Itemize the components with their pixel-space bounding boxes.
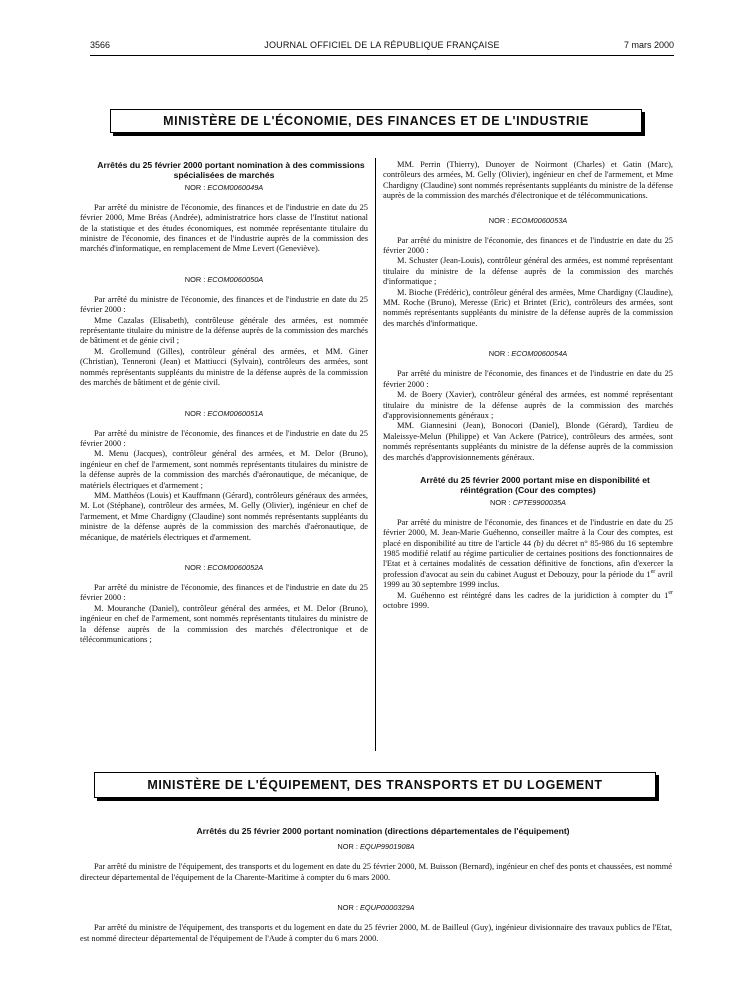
nor-reference: NOR : ECOM0060053A [488, 215, 568, 225]
paragraph: M. Guéhenno est réintégré dans les cadres de la juridiction à compter du 1er octobre 1999. [383, 589, 673, 610]
nor-reference: NOR : EQUP0000329A [337, 903, 415, 913]
nor-reference: NOR : ECOM0060054A [488, 349, 568, 359]
paragraph: Par arrêté du ministre de l'économie, des finances et de l'industrie en date du 25 février 2000 : [383, 235, 673, 256]
paragraph: Mme Cazalas (Elisabeth), contrôleuse générale des armées, est nommée représentante titulaire du ministre de la défense auprès de la commission des marchés de bâtiment et de génie civil ; [80, 315, 368, 346]
section-title: Arrêtés du 25 février 2000 portant nomination (directions départementales de l'équipement) [196, 826, 570, 836]
paragraph: Par arrêté du ministre de l'économie, des finances et de l'industrie en date du 25 février 2000 : [80, 582, 368, 603]
paragraph: M. Grollemund (Gilles), contrôleur général des armées, et MM. Giner (Christian), Tenneroni (Jean) et Mattiucci (Sylvain), contrôleurs des armées, sont nommés représentants suppléants du ministre de la défense auprès de la commission des marchés de bâtiment et de génie civil. [80, 346, 368, 388]
paragraph: Par arrêté du ministre de l'équipement, des transports et du logement en date du 25 février 2000, M. de Bailleul (Guy), ingénieur divisionnaire des travaux publics de l'Etat, est nommé directeur départemental de l'équipement de l'Aude à compter du 6 mars 2000. [80, 923, 672, 943]
paragraph: M. Bioche (Frédéric), contrôleur général des armées, Mme Chardigny (Claudine), MM. Roche (Bruno), Meresse (Eric) et Brintet (Eric), contrôleurs des armées, sont nommés représentants suppléants du ministre de la défense auprès de la commission des marchés d'informatique. [383, 287, 673, 328]
paragraph: MM. Perrin (Thierry), Dunoyer de Noirmont (Charles) et Gatin (Marc), contrôleurs des armées, M. Gelly (Olivier), ingénieur en chef de l'armement, et Mme Chardigny (Claudine) sont nommés représentants suppléants du ministre de la défense auprès de la commission des marchés d'électronique et de télécommunications. [383, 160, 673, 201]
column-divider [375, 158, 376, 751]
paragraph: M. Menu (Jacques), contrôleur général des armées, et M. Delor (Bruno), ingénieur en chef de l'armement, sont nommés représentants titulaires du ministre de la défense auprès de la commission des marchés d'aéronautique, de mécanique, de matériels électriques et d'armement ; [80, 449, 368, 490]
paragraph: Par arrêté du ministre de l'économie, des finances et de l'industrie en date du 25 février 2000 : [80, 294, 368, 315]
nor-reference: NOR : ECOM0060052A [184, 562, 264, 572]
paragraph: Par arrêté du ministre de l'économie, des finances et de l'industrie en date du 25 février 2000, Mme Bréas (Andrée), administratrice hors classe de l'Institut national de la statistique et des études économiques, est nommée représentante titulaire du ministre de l'économie, des finances et de l'industrie auprès de la commission des marchés d'informatique, en remplacement de Mme Levert (Geneviève). [80, 202, 368, 254]
paragraph: Par arrêté du ministre de l'économie, des finances et de l'industrie en date du 25 février 2000, M. Jean-Marie Guéhenno, conseiller maître à la Cour des comptes, est placé en disponibilité au titre de l'article 44 (b) du décret n° 85-986 du 16 septembre 1985 modifié relatif au régime particulier de certaines positions des fonctionnaires de l'Etat et à certaines modalités de cessation définitive de fonctions, afin d'exercer la profession d'avocat au sein du cabinet August et Debouzy, pour la période du 1er avril 1999 au 30 septembre 1999 inclus. [383, 517, 674, 590]
paragraph: M. Schuster (Jean-Louis), contrôleur général des armées, est nommé représentant titulaire du ministre de la défense auprès de la commission des marchés d'informatique ; [383, 256, 673, 287]
ministry-heading-equipment: MINISTÈRE DE L'ÉQUIPEMENT, DES TRANSPORTS ET DU LOGEMENT [94, 772, 656, 798]
paragraph: M. de Boery (Xavier), contrôleur général des armées, est nommé représentant titulaire du ministre de la défense auprès de la commission des marchés d'approvisionnements généraux ; [383, 390, 673, 420]
section-title: Arrêté du 25 février 2000 portant mise en disponibilité et réintégration (Cour des comptes) [420, 474, 650, 496]
ministry-heading-economy: MINISTÈRE DE L'ÉCONOMIE, DES FINANCES ET DE L'INDUSTRIE [110, 109, 642, 133]
paragraph: MM. Matthéos (Louis) et Kauffmann (Gérard), contrôleurs généraux des armées, M. Lot (Stéphane), contrôleur des armées, M. Gelly (Olivier), ingénieur en chef de l'armement, et Mme Chardigny (Claudine) sont nommés représentants suppléants du ministre de la défense auprès de la commission des marchés d'aéronautique, de mécanique, de matériels électriques et d'armement. [80, 490, 368, 542]
nor-reference: NOR : EQUP9901908A [337, 842, 415, 852]
issue-date: 7 mars 2000 [623, 40, 674, 50]
right-column [383, 160, 673, 611]
bottom-section [80, 826, 672, 944]
left-column [80, 160, 368, 645]
paragraph: Par arrêté du ministre de l'économie, des finances et de l'industrie en date du 25 février 2000 : [80, 428, 368, 448]
paragraph: Par arrêté du ministre de l'économie, des finances et de l'industrie en date du 25 février 2000 : [383, 369, 673, 389]
page-number: 3566 [90, 40, 111, 50]
nor-reference: NOR : CPTE9900035A [489, 497, 566, 507]
section-title: Arrêtés du 25 février 2000 portant nomination à des commissions spécialisées de marchés [97, 160, 365, 181]
paragraph: M. Mouranche (Daniel), contrôleur général des armées, et M. Delor (Bruno), ingénieur en chef de l'armement, sont nommés représentants titulaires du ministre de la défense auprès de la commission des marchés d'électronique et de télécommunications ; [80, 603, 368, 644]
nor-reference: NOR : ECOM0060050A [184, 274, 264, 284]
paragraph: MM. Giannesini (Jean), Bonocori (Daniel), Blonde (Gérard), Tardieu de Maleissye-Melun (Philippe) et Van Ackere (Patrice), contrôleurs des armées, sont nommés représentants suppléants du ministre de la défense auprès de la commission des marchés d'approvisionnements généraux. [383, 421, 673, 462]
nor-reference: NOR : ECOM0060049A [184, 182, 264, 192]
paragraph: Par arrêté du ministre de l'équipement, des transports et du logement en date du 25 février 2000, M. Buisson (Bernard), ingénieur en chef des ponts et chaussées, est nommé directeur départemental de l'équipement de la Charente-Maritime à compter du 6 mars 2000. [80, 862, 672, 882]
header-rule [90, 55, 674, 56]
journal-title: JOURNAL OFFICIEL DE LA RÉPUBLIQUE FRANÇAISE [264, 40, 500, 50]
nor-reference: NOR : ECOM0060051A [184, 408, 264, 418]
